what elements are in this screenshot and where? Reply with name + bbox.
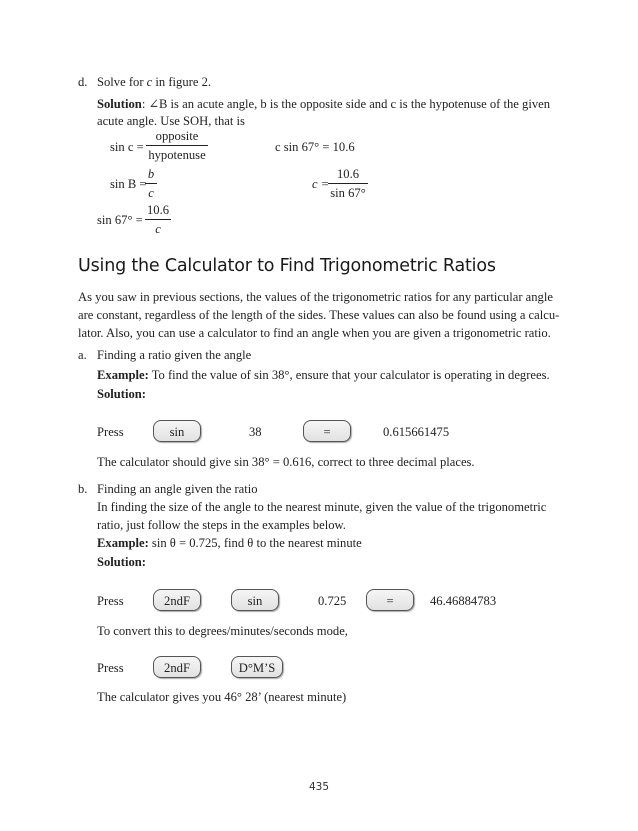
part-d-solution-label: Solution — [97, 97, 142, 111]
part-d-title-var: c — [146, 75, 153, 89]
part-b-solution-label: Solution: — [97, 555, 146, 569]
part-a-example-label: Example: — [97, 368, 149, 382]
part-a-solution-label: Solution: — [97, 387, 146, 401]
part-a-example — [97, 368, 550, 383]
part-b-press1: Press — [97, 594, 124, 608]
part-b-press2: Press — [97, 661, 124, 675]
part-d-title-pre: Solve for — [97, 75, 147, 89]
eq1-denominator: hypotenuse — [148, 148, 206, 162]
part-a-result: 0.615661475 — [383, 425, 450, 439]
part-d-solution-line1: : ∠B is an acute angle, b is the opposite side and c is the hypotenuse of the given — [141, 97, 551, 111]
part-b-desc-line1: In finding the size of the angle to the nearest minute, given the value of the trigonometric — [97, 500, 547, 514]
eq2-fraction — [145, 167, 157, 201]
eq3-fraction — [145, 203, 171, 237]
part-d-label: d. — [78, 75, 88, 89]
part-b-final-text: The calculator gives you 46° 28’ (nearest minute) — [97, 690, 347, 704]
part-a-label: a. — [78, 348, 87, 362]
part-b-example-text: sin θ = 0.725, find θ to the nearest minute — [148, 536, 362, 550]
part-b-label: b. — [78, 482, 88, 496]
part-a-example-text: To find the value of sin 38°, ensure that your calculator is operating in degrees. — [148, 368, 550, 382]
dms-key[interactable]: D°M’S — [231, 656, 283, 678]
equals-key-b[interactable]: = — [366, 589, 414, 611]
eq5-left: c = — [312, 177, 330, 191]
part-b-desc-line2: ratio, just follow the steps in the examples below. — [97, 518, 346, 532]
part-d-title-post: in figure 2. — [152, 75, 212, 89]
intro-line2: are constant, regardless of the length of the sides. These values can also be found using a calcu- — [78, 308, 560, 322]
sin-key[interactable]: sin — [153, 420, 201, 442]
intro-line1: As you saw in previous sections, the values of the trigonometric ratios for any particular angle — [78, 290, 553, 304]
part-a-value: 38 — [249, 425, 262, 439]
part-d-solution — [97, 96, 550, 112]
eq3-denominator: c — [155, 222, 161, 236]
page-number: 435 — [308, 781, 330, 793]
eq2-numerator: b — [145, 167, 157, 184]
2ndf-key[interactable]: 2ndF — [153, 589, 201, 611]
eq5-fraction — [328, 167, 368, 201]
part-a-note: The calculator should give sin 38° = 0.616, correct to three decimal places. — [97, 455, 475, 469]
part-b-convert-text: To convert this to degrees/minutes/seconds mode, — [97, 624, 348, 638]
equals-key[interactable]: = — [303, 420, 351, 442]
part-b-value: 0.725 — [318, 594, 347, 608]
part-a-title: Finding a ratio given the angle — [97, 348, 252, 362]
eq1-fraction — [146, 129, 208, 163]
part-d-solution-line2: acute angle. Use SOH, that is — [97, 114, 245, 128]
eq1-numerator: opposite — [146, 129, 208, 146]
eq4: c sin 67° = 10.6 — [275, 140, 355, 154]
part-b-result: 46.46884783 — [430, 594, 497, 608]
eq5-numerator: 10.6 — [328, 167, 368, 184]
eq3-left: sin 67° = — [97, 213, 143, 227]
eq2-left: sin B = — [110, 177, 147, 191]
2ndf-key-b[interactable]: 2ndF — [153, 656, 201, 678]
eq2-denominator: c — [148, 186, 154, 200]
part-d-title — [97, 75, 211, 90]
intro-line3: lator. Also, you can use a calculator to find an angle when you are given a trigonometric ratio. — [78, 326, 551, 340]
eq3-numerator: 10.6 — [145, 203, 171, 220]
part-b-example — [97, 536, 362, 551]
eq5-denominator: sin 67° — [330, 186, 366, 200]
section-heading: Using the Calculator to Find Trigonometric Ratios — [78, 256, 496, 276]
eq1-left: sin c = — [110, 140, 144, 154]
sin-key-b[interactable]: sin — [231, 589, 279, 611]
part-a-press: Press — [97, 425, 124, 439]
part-b-title: Finding an angle given the ratio — [97, 482, 258, 496]
part-b-example-label: Example: — [97, 536, 149, 550]
